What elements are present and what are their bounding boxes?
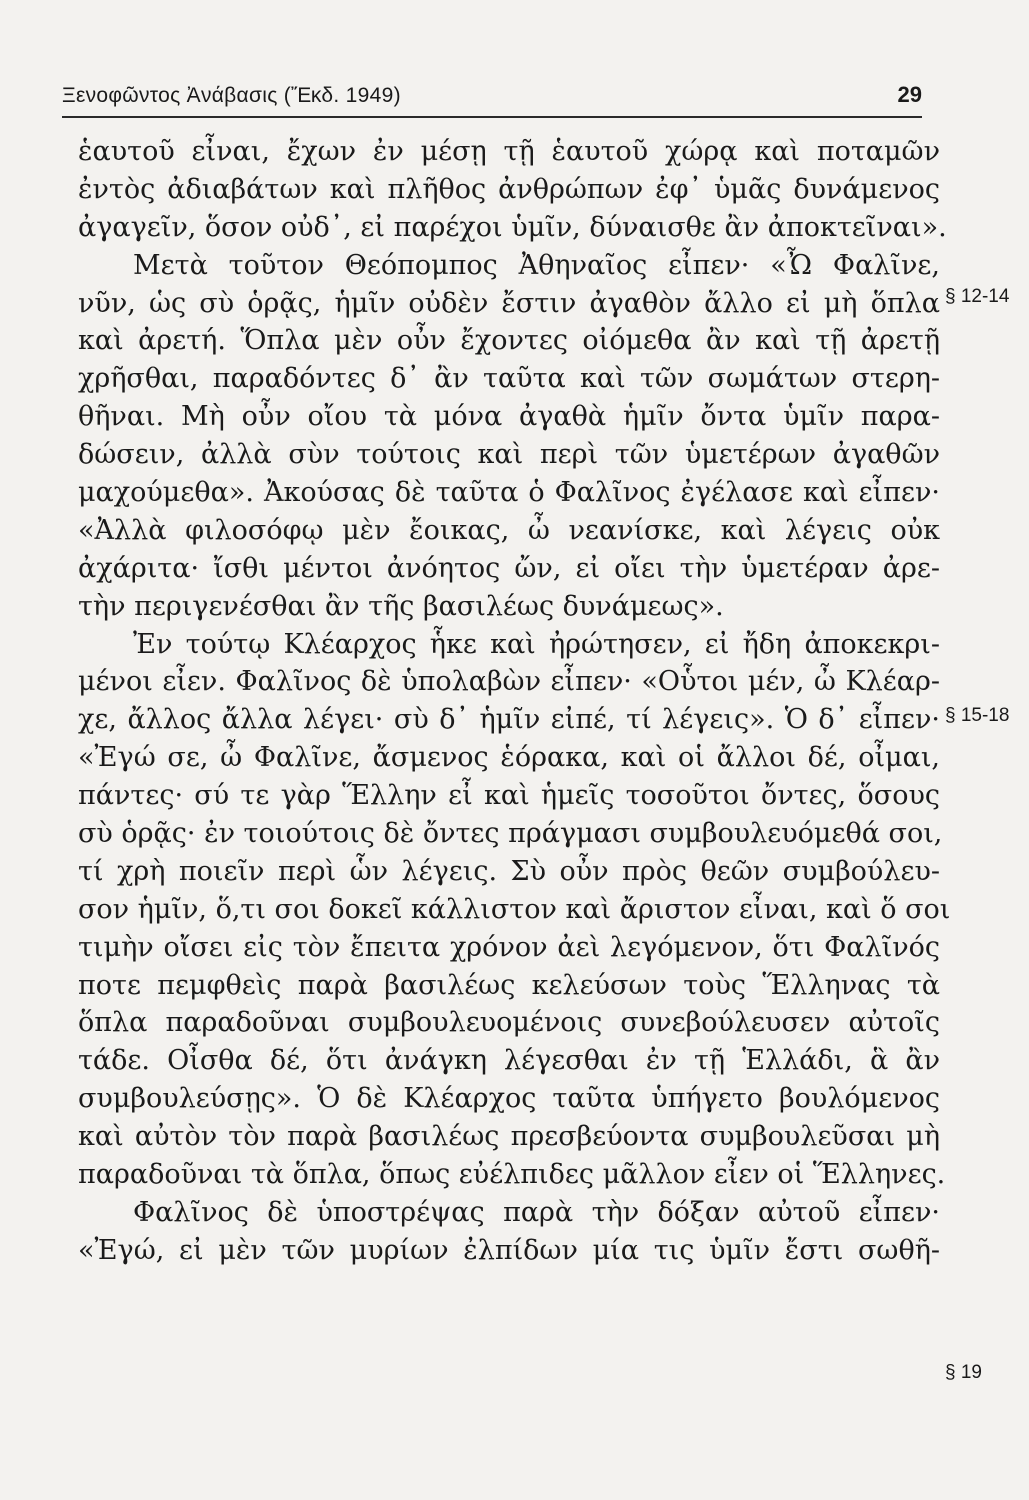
margin-note-section: § 12-14 [945,286,1010,307]
text-line: νῦν, ὡς σὺ ὁρᾷς, ἡμῖν οὐδὲν ἔστιν ἀγαθὸν ἄλλο εἰ μὴ ὅπλα [78,287,940,319]
text-line: «Ἐγώ σε, ὦ Φαλῖνε, ἄσμενος ἑόρακα, καὶ οἱ ἄλλοι δέ, οἶμαι, [78,742,940,774]
text-line: καὶ ἀρετή. Ὅπλα μὲν οὖν ἔχοντες οἰόμεθα ἂν καὶ τῇ ἀρετῇ [78,325,940,357]
text-line: σον ἡμῖν, ὅ,τι σοι δοκεῖ κάλλιστον καὶ ἄριστον εἶναι, καὶ ὅ σοι [78,893,951,925]
text-line: ἑαυτοῦ εἶναι, ἔχων ἐν μέσῃ τῇ ἑαυτοῦ χώρᾳ καὶ ποταμῶν [78,136,940,167]
text-line: ἀγαγεῖν, ὅσον οὐδ᾽, εἰ παρέχοι ὑμῖν, δύναισθε ἂν ἀποκτεῖναι». [78,211,947,243]
running-header [62,82,922,118]
text-line: συμβουλεύσῃς». Ὁ δὲ Κλέαρχος ταῦτα ὑπήγετο βουλόμενος [78,1083,940,1115]
text-line: Ἐν τούτῳ Κλέαρχος ἧκε καὶ ἠρώτησεν, εἰ ἤδη ἀποκεκρι- [133,628,940,660]
text-line: τάδε. Οἶσθα δέ, ὅτι ἀνάγκη λέγεσθαι ἐν τῇ Ἑλλάδι, ἃ ἂν [78,1045,940,1077]
text-line: καὶ αὐτὸν τὸν παρὰ βασιλέως πρεσβεύοντα συμβουλεῦσαι μὴ [78,1121,940,1153]
body-text [78,133,951,1270]
text-line: παραδοῦναι τὰ ὅπλα, ὅπως εὐέλπιδες μᾶλλον εἶεν οἱ Ἕλληνες. [78,1159,946,1191]
text-line: ὅπλα παραδοῦναι συμβουλευομένοις συνεβούλευσεν αὐτοῖς [78,1007,940,1039]
text-line: Μετὰ τοῦτον Θεόπομπος Ἀθηναῖος εἶπεν· «Ὦ Φαλῖνε, [133,249,940,281]
text-line: ποτε πεμφθεὶς παρὰ βασιλέως κελεύσων τοὺς Ἕλληνας τὰ [78,969,940,1001]
text-line: ἀχάριτα· ἴσθι μέντοι ἀνόητος ὤν, εἰ οἴει τὴν ὑμετέραν ἀρε- [78,552,940,584]
text-line: ἐντὸς ἀδιαβάτων καὶ πλῆθος ἀνθρώπων ἐφ᾽ ὑμᾶς δυνάμενος [78,173,940,205]
text-line: μένοι εἶεν. Φαλῖνος δὲ ὑπολαβὼν εἶπεν· «Οὗτοι μέν, ὦ Κλέαρ- [78,666,940,698]
text-line: τιμὴν οἴσει εἰς τὸν ἔπειτα χρόνον ἀεὶ λεγόμενον, ὅτι Φαλῖνός [78,931,940,963]
header-title: Ξενοφῶντος Ἀνάβασις (Ἔκδ. 1949) [62,84,401,107]
text-line: «Ἐγώ, εἰ μὲν τῶν μυρίων ἐλπίδων μία τις ὑμῖν ἔστι σωθῆ- [78,1234,940,1266]
margin-note-section: § 15-18 [945,705,1010,726]
text-line: δώσειν, ἀλλὰ σὺν τούτοις καὶ περὶ τῶν ὑμετέρων ἀγαθῶν [78,439,940,471]
text-line: τὴν περιγενέσθαι ἂν τῆς βασιλέως δυνάμεως». [78,590,724,622]
text-line: χε, ἄλλος ἄλλα λέγει· σὺ δ᾽ ἡμῖν εἰπέ, τί λέγεις». Ὁ δ᾽ εἶπεν· [78,704,940,736]
text-line: «Ἀλλὰ φιλοσόφῳ μὲν ἔοικας, ὦ νεανίσκε, καὶ λέγεις οὐκ [78,514,940,546]
text-line: μαχούμεθα». Ἀκούσας δὲ ταῦτα ὁ Φαλῖνος ἐγέλασε καὶ εἶπεν· [78,477,940,509]
text-line: χρῆσθαι, παραδόντες δ᾽ ἂν ταῦτα καὶ τῶν σωμάτων στερη- [78,363,940,395]
page-number: 29 [897,82,922,107]
text-line: Φαλῖνος δὲ ὑποστρέψας παρὰ τὴν δόξαν αὐτοῦ εἶπεν· [133,1196,940,1228]
text-line: τί χρὴ ποιεῖν περὶ ὧν λέγεις. Σὺ οὖν πρὸς θεῶν συμβούλευ- [78,855,940,887]
text-line: πάντες· σύ τε γὰρ Ἕλλην εἶ καὶ ἡμεῖς τοσοῦτοι ὄντες, ὅσους [78,780,940,812]
margin-note-section: § 19 [945,1362,982,1383]
text-line: θῆναι. Μὴ οὖν οἴου τὰ μόνα ἀγαθὰ ἡμῖν ὄντα ὑμῖν παρα- [78,401,940,433]
text-line: σὺ ὁρᾷς· ἐν τοιούτοις δὲ ὄντες πράγμασι συμβουλευόμεθά σοι, [78,818,943,850]
